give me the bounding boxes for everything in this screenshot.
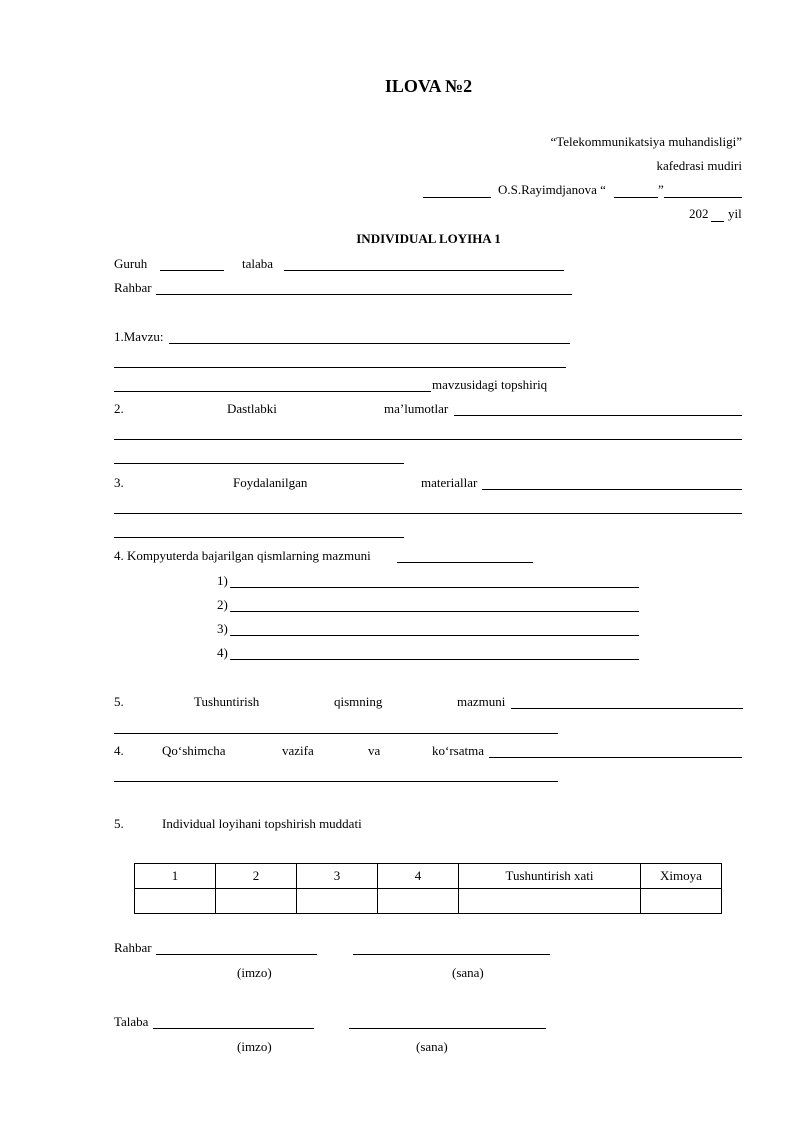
group-label: Guruh	[114, 256, 148, 271]
approval-day-line[interactable]	[614, 197, 658, 198]
materials-word2: materiallar	[421, 475, 478, 490]
initial-data-number: 2.	[114, 401, 124, 416]
table-header-cell: Tushuntirish xati	[459, 864, 641, 889]
deadline-table	[134, 863, 722, 914]
explanatory-number: 5.	[114, 694, 124, 709]
table-header-cell: 3	[297, 864, 378, 889]
materials-field-2[interactable]	[114, 513, 742, 514]
supervisor-date-field[interactable]	[353, 954, 550, 955]
explanatory-field-1[interactable]	[511, 708, 743, 709]
additional-word1: Qo‘shimcha	[162, 743, 226, 758]
supervisor-signature-label: Rahbar	[114, 940, 152, 955]
additional-field-1[interactable]	[489, 757, 742, 758]
supervisor-label: Rahbar	[114, 280, 152, 295]
materials-field-3[interactable]	[114, 537, 404, 538]
document-heading: INDIVIDUAL LOYIHA 1	[356, 231, 501, 246]
supervisor-date-caption: (sana)	[452, 965, 484, 980]
approval-year-suffix: yil	[728, 206, 742, 221]
computer-item-field-1[interactable]	[230, 587, 639, 588]
computer-item-field-3[interactable]	[230, 635, 639, 636]
initial-data-field-2[interactable]	[114, 439, 742, 440]
student-label: talaba	[242, 256, 274, 271]
initial-data-word2: ma’lumotlar	[384, 401, 449, 416]
topic-field-3[interactable]	[114, 391, 431, 392]
table-cell[interactable]	[459, 889, 641, 914]
computer-part-field[interactable]	[397, 562, 533, 563]
approval-quote: ”	[658, 182, 664, 197]
table-cell[interactable]	[216, 889, 297, 914]
supervisor-sign-caption: (imzo)	[237, 965, 272, 980]
computer-item-field-4[interactable]	[230, 659, 639, 660]
deadline-label: Individual loyihani topshirish muddati	[162, 816, 362, 831]
supervisor-signature-field[interactable]	[156, 954, 317, 955]
table-cell[interactable]	[641, 889, 722, 914]
table-row	[135, 889, 722, 914]
additional-field-2[interactable]	[114, 781, 558, 782]
materials-word1: Foydalanilgan	[233, 475, 308, 490]
student-date-field[interactable]	[349, 1028, 546, 1029]
topic-field-1[interactable]	[169, 343, 570, 344]
group-field[interactable]	[160, 270, 224, 271]
additional-word4: ko‘rsatma	[432, 743, 484, 758]
topic-label: 1.Mavzu:	[114, 329, 164, 344]
computer-item-field-2[interactable]	[230, 611, 639, 612]
approval-year-line[interactable]	[711, 221, 724, 222]
explanatory-field-2[interactable]	[114, 733, 558, 734]
table-header-cell: 2	[216, 864, 297, 889]
additional-word2: vazifa	[282, 743, 314, 758]
initial-data-field-3[interactable]	[114, 463, 404, 464]
student-field[interactable]	[284, 270, 564, 271]
page-title: ILOVA №2	[384, 76, 473, 96]
student-signature-field[interactable]	[153, 1028, 314, 1029]
approval-position: kafedrasi mudiri	[656, 158, 742, 173]
approval-month-line[interactable]	[664, 197, 742, 198]
materials-field-1[interactable]	[482, 489, 742, 490]
supervisor-field[interactable]	[156, 294, 572, 295]
materials-number: 3.	[114, 475, 124, 490]
computer-item-number: 1)	[217, 573, 228, 588]
table-cell[interactable]	[297, 889, 378, 914]
table-cell[interactable]	[135, 889, 216, 914]
explanatory-word3: mazmuni	[457, 694, 506, 709]
table-header-cell: 1	[135, 864, 216, 889]
approval-department: “Telekommunikatsiya muhandisligi”	[550, 134, 742, 149]
approval-name: O.S.Rayimdjanova “	[498, 182, 606, 197]
table-header-cell: 4	[378, 864, 459, 889]
additional-number: 4.	[114, 743, 124, 758]
computer-item-number: 3)	[217, 621, 228, 636]
table-header-row	[135, 864, 722, 889]
additional-word3: va	[368, 743, 381, 758]
table-header-cell: Ximoya	[641, 864, 722, 889]
topic-suffix: mavzusidagi topshiriq	[432, 377, 548, 392]
student-date-caption: (sana)	[416, 1039, 448, 1054]
approval-year: 202	[689, 206, 709, 221]
explanatory-word1: Tushuntirish	[194, 694, 260, 709]
computer-item-number: 4)	[217, 645, 228, 660]
deadline-number: 5.	[114, 816, 124, 831]
computer-item-number: 2)	[217, 597, 228, 612]
student-signature-label: Talaba	[114, 1014, 149, 1029]
computer-part-label: 4. Kompyuterda bajarilgan qismlarning mazmuni	[114, 548, 371, 563]
approval-signature-line[interactable]	[423, 197, 491, 198]
explanatory-word2: qismning	[334, 694, 383, 709]
student-sign-caption: (imzo)	[237, 1039, 272, 1054]
initial-data-field-1[interactable]	[454, 415, 742, 416]
topic-field-2[interactable]	[114, 367, 566, 368]
table-cell[interactable]	[378, 889, 459, 914]
initial-data-word1: Dastlabki	[227, 401, 277, 416]
